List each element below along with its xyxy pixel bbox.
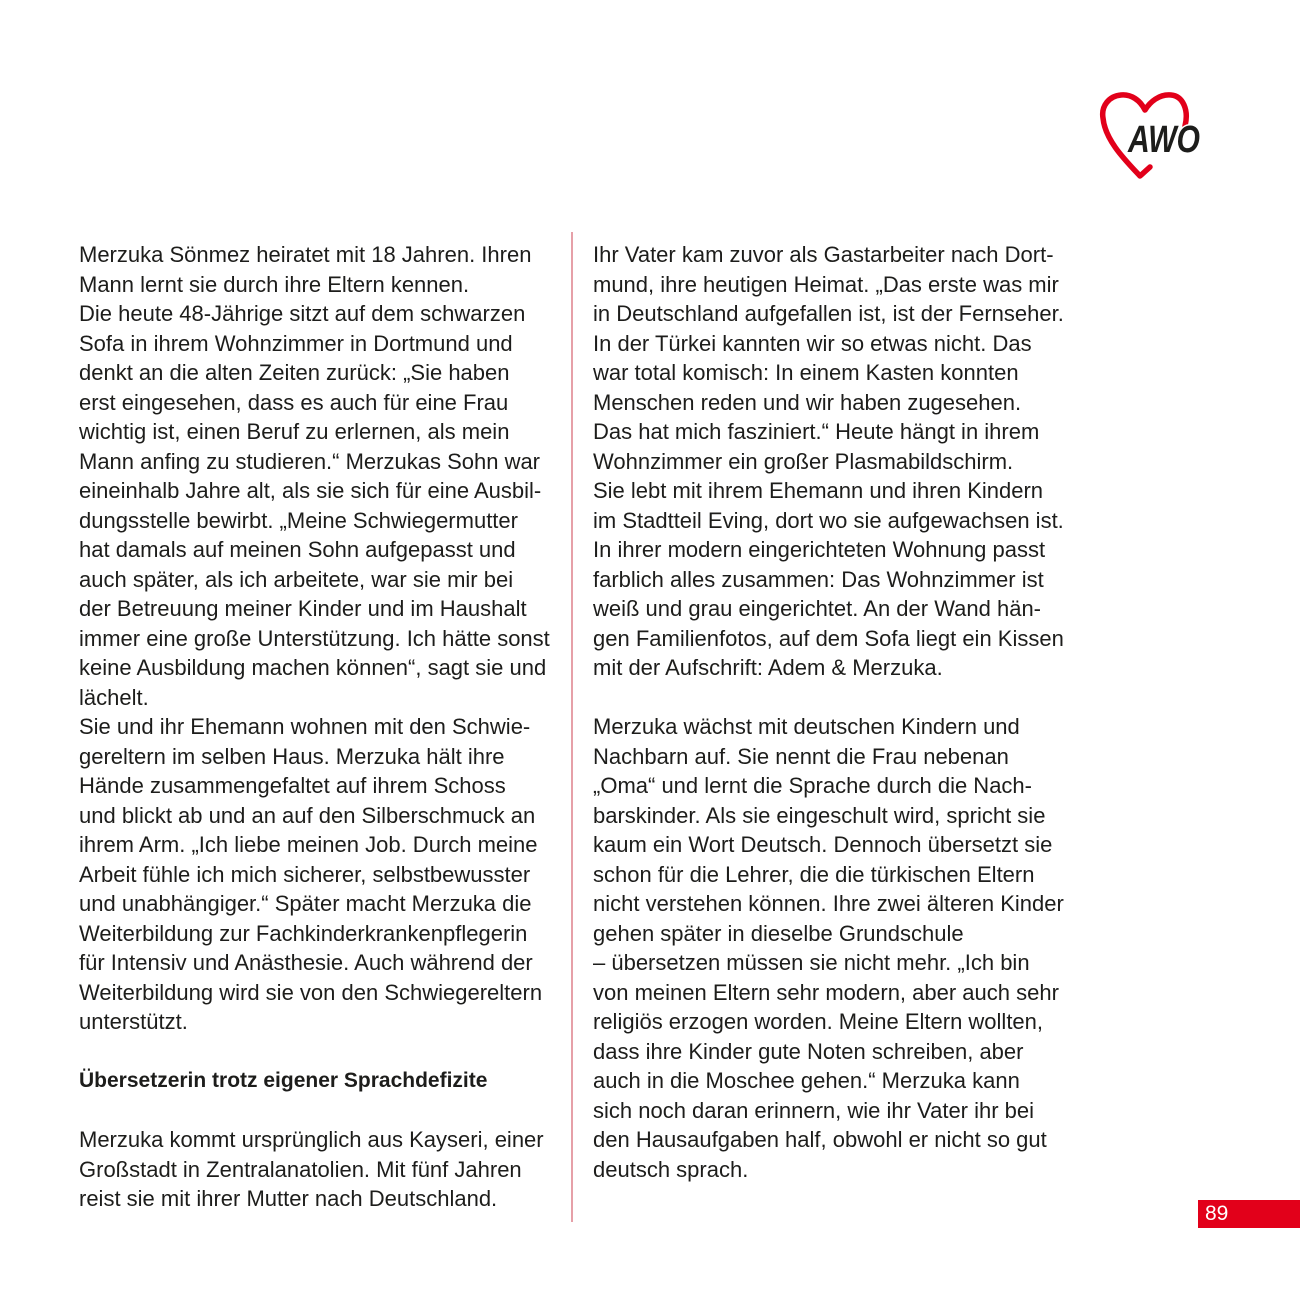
text-line: auch in die Moschee gehen.“ Merzuka kann — [593, 1068, 1020, 1093]
text-line: sich noch daran erinnern, wie ihr Vater ihr bei — [593, 1097, 1035, 1123]
text-line: mit der Aufschrift: Adem & Merzuka. — [593, 655, 943, 680]
text-line: dungsstelle bewirbt. „Meine Schwiegermutter — [79, 507, 518, 533]
text-line: mund, ihre heutigen Heimat. „Das erste was mir — [593, 271, 1059, 297]
logo-text: AWO — [1127, 119, 1200, 161]
text-line: – übersetzen müssen sie nicht mehr. „Ich bin — [593, 950, 1030, 975]
text-line: Großstadt in Zentralanatolien. Mit fünf Jahren — [79, 1156, 522, 1182]
text-line: farblich alles zusammen: Das Wohnzimmer ist — [593, 566, 1044, 592]
paragraph-spacer — [593, 683, 1075, 713]
text-line: erst eingesehen, dass es auch für eine Frau — [79, 389, 509, 415]
left-column — [79, 240, 557, 1214]
text-line: kaum ein Wort Deutsch. Dennoch übersetzt sie — [593, 832, 1053, 857]
text-line: hat damals auf meinen Sohn aufgepasst und — [79, 537, 516, 562]
text-line: gehen später in dieselbe Grundschule — [593, 920, 964, 946]
text-line: Mann lernt sie durch ihre Eltern kennen. — [79, 271, 470, 297]
text-line: für Intensiv und Anästhesie. Auch während der — [79, 950, 533, 975]
text-line: nicht verstehen können. Ihre zwei älteren Kinder — [593, 891, 1064, 916]
column-divider — [571, 232, 573, 1222]
text-line: unterstützt. — [79, 1009, 188, 1034]
text-line: war total komisch: In einem Kasten konnten — [593, 360, 1019, 385]
text-line: Sie lebt mit ihrem Ehemann und ihren Kindern — [593, 478, 1044, 503]
text-line: Ihr Vater kam zuvor als Gastarbeiter nach Dort- — [593, 242, 1054, 267]
right-column — [593, 240, 1075, 1184]
text-line: Merzuka kommt ursprünglich aus Kayseri, einer — [79, 1127, 544, 1152]
text-line: ihrem Arm. „Ich liebe meinen Job. Durch meine — [79, 832, 538, 857]
text-line: Mann anfing zu studieren.“ Merzukas Sohn war — [79, 448, 541, 474]
text-line: wichtig ist, einen Beruf zu erlernen, als mein — [79, 419, 510, 444]
text-line: Hände zusammengefaltet auf ihrem Schoss — [79, 773, 506, 798]
text-line: „Oma“ und lernt die Sprache durch die Nach- — [593, 773, 1032, 798]
text-line: auch später, als ich arbeitete, war sie mir bei — [79, 566, 514, 592]
text-line: von meinen Eltern sehr modern, aber auch sehr — [593, 979, 1059, 1005]
text-line: gen Familienfotos, auf dem Sofa liegt ein Kissen — [593, 625, 1064, 651]
text-line: Das hat mich fasziniert.“ Heute hängt in ihrem — [593, 419, 1040, 444]
text-line: Arbeit fühle ich mich sicherer, selbstbewusster — [79, 861, 531, 887]
text-line: Menschen reden und wir haben zugesehen. — [593, 389, 1022, 415]
text-line: Wohnzimmer ein großer Plasmabildschirm. — [593, 448, 1014, 474]
text-line: in Deutschland aufgefallen ist, ist der Fernseher. — [593, 301, 1064, 326]
text-line: eineinhalb Jahre alt, als sie sich für eine Ausbil- — [79, 478, 542, 503]
text-line: weiß und grau eingerichtet. An der Wand hän- — [593, 596, 1042, 621]
text-line: lächelt. — [79, 684, 149, 710]
paragraph-spacer — [79, 1037, 557, 1067]
page-number-bar — [1198, 1200, 1300, 1228]
text-line: Merzuka Sönmez heiratet mit 18 Jahren. Ihren — [79, 242, 532, 267]
text-line: dass ihre Kinder gute Noten schreiben, aber — [593, 1038, 1024, 1064]
text-line: keine Ausbildung machen können“, sagt sie und — [79, 655, 547, 680]
text-line: Sie und ihr Ehemann wohnen mit den Schwie- — [79, 714, 531, 739]
awo-logo — [1095, 88, 1207, 183]
text-line: deutsch sprach. — [593, 1156, 749, 1182]
paragraph-spacer — [79, 1096, 557, 1126]
text-line: und unabhängiger.“ Später macht Merzuka die — [79, 891, 532, 916]
text-line: religiös erzogen worden. Meine Eltern wollten, — [593, 1009, 1044, 1034]
text-line: Nachbarn auf. Sie nennt die Frau nebenan — [593, 743, 1009, 769]
text-line: In ihrer modern eingerichteten Wohnung passt — [593, 537, 1046, 562]
page-number: 89 — [1205, 1202, 1229, 1225]
text-line: gereltern im selben Haus. Merzuka hält ihre — [79, 743, 505, 769]
text-line: und blickt ab und an auf den Silberschmuck an — [79, 802, 536, 828]
text-line: den Hausaufgaben half, obwohl er nicht so gut — [593, 1127, 1047, 1152]
text-line: Merzuka wächst mit deutschen Kindern und — [593, 714, 1020, 739]
text-line: denkt an die alten Zeiten zurück: „Sie haben — [79, 360, 510, 385]
text-line: Weiterbildung wird sie von den Schwiegereltern — [79, 979, 543, 1005]
text-line: barskinder. Als sie eingeschult wird, spricht sie — [593, 802, 1046, 828]
text-line: Sofa in ihrem Wohnzimmer in Dortmund und — [79, 330, 513, 356]
text-line: immer eine große Unterstützung. Ich hätte sonst — [79, 625, 550, 651]
text-line: schon für die Lehrer, die die türkischen Eltern — [593, 861, 1035, 887]
text-line: In der Türkei kannten wir so etwas nicht. Das — [593, 330, 1032, 356]
text-line: Weiterbildung zur Fachkinderkrankenpflegerin — [79, 920, 528, 946]
text-line: Die heute 48-Jährige sitzt auf dem schwarzen — [79, 301, 526, 326]
text-line: der Betreuung meiner Kinder und im Haushalt — [79, 596, 527, 621]
text-line: reist sie mit ihrer Mutter nach Deutschland. — [79, 1186, 498, 1211]
section-heading: Übersetzerin trotz eigener Sprachdefizite — [79, 1069, 488, 1092]
text-line: im Stadtteil Eving, dort wo sie aufgewachsen ist. — [593, 507, 1064, 533]
